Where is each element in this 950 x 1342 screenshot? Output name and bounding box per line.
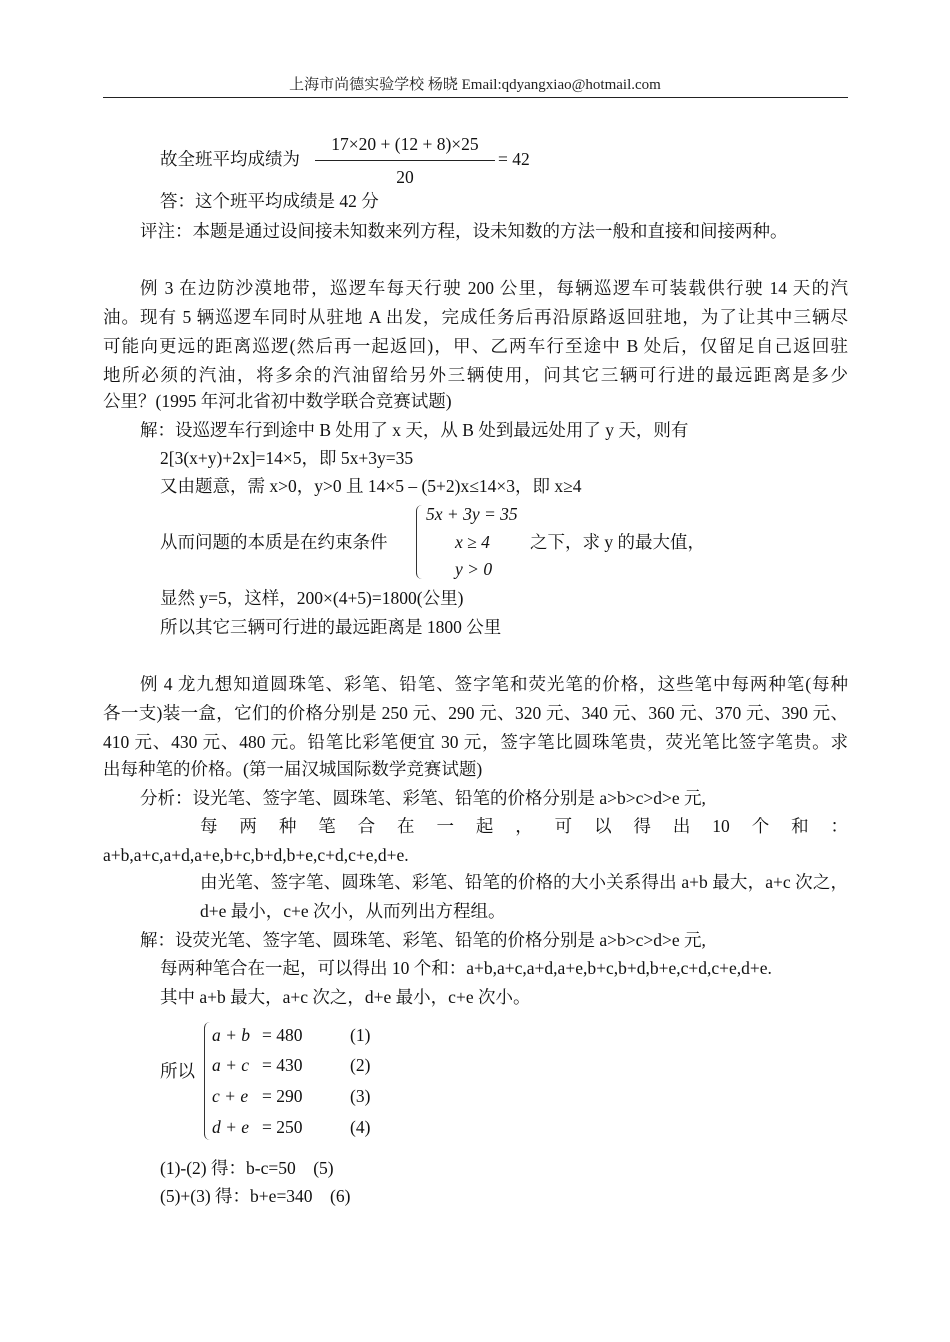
spread-char: 在 [397,816,415,836]
spread-char: 个 [751,816,770,836]
spread-char: 合 [357,816,376,836]
ex2-comment: 评注：本题是通过设间接未知数来列方程，设未知数的方法一般和直接和间接两种。 [140,221,788,241]
spread-char: 笔 [318,816,336,836]
eq-tag: (1) [350,1025,371,1045]
ex4-analysis-line: d+e 最小，c+e 次小，从而列出方程组。 [200,901,506,921]
ex3-problem-line: 公里？(1995 年河北省初中数学联合竞赛试题) [103,391,452,411]
page-header: 上海市尚德实验学校 杨晓 Email:qdyangxiao@hotmail.com [289,77,661,93]
eq-tag: (2) [350,1055,371,1075]
eq-lhs: a + b [212,1025,251,1045]
spread-char: 种 [278,816,297,836]
avg-prefix: 故全班平均成绩为 [160,149,300,169]
constraint-eq: x ≥ 4 [455,532,490,552]
spread-char: 一 [436,816,454,836]
ex3-solution-line: 解：设巡逻车行到途中 B 处用了 x 天，从 B 处到最远处用了 y 天，则有 [140,420,689,440]
ex3-problem-line: 可能向更远的距离巡逻(然后再一起返回)，甲、乙两车行至途中 B 处后，仅留足自己返回驻 [103,336,848,356]
ex3-result-line: 显然 y=5，这样，200×(4+5)=1800(公里) [160,588,464,608]
ex3-condition: 又由题意，需 x>0，y>0 且 14×5 – (5+2)x≤14×3，即 x≥4 [160,476,582,496]
spread-char: 和 [791,816,809,836]
eq-lhs: a + c [212,1055,250,1075]
spread-char: 起 [475,816,494,836]
eq-rhs: = 480 [262,1025,303,1045]
ex3-equation: 2[3(x+y)+2x]=14×5，即 5x+3y=35 [160,448,414,468]
avg-fraction [315,134,495,194]
spread-char: 10 [712,816,730,836]
avg-result: = 42 [498,149,530,169]
ex4-analysis-spread-line [200,818,848,836]
ex3-problem-line: 地所必须的汽油，将多余的汽油留给另外三辆使用，问其它三辆可行进的最远距离是多少 [103,365,848,385]
fraction-bar [315,160,495,161]
eq-rhs: = 290 [262,1086,303,1106]
so-label: 所以 [160,1061,195,1081]
spread-char: ： [830,816,848,836]
eq-tag: (4) [350,1117,371,1137]
ex4-problem-line: 410 元、430 元、480 元。铅笔比彩笔便宜 30 元，签字笔比圆珠笔贵，荧光笔比签字笔贵。求 [103,732,848,752]
eq-rhs: = 430 [262,1055,303,1075]
eq-lhs: c + e [212,1086,249,1106]
ex3-conclusion: 所以其它三辆可行进的最远距离是 1800 公里 [160,617,502,637]
derivation-line: (1)-(2) 得：b-c=50 (5) [160,1158,334,1178]
fraction-denominator: 20 [396,167,414,187]
ex4-problem-line: 出每种笔的价格。(第一届汉城国际数学竞赛试题) [103,759,483,779]
ex4-analysis-line: 分析：设光笔、签字笔、圆珠笔、彩笔、铅笔的价格分别是 a>b>c>d>e 元, [140,788,706,808]
ex4-sums-list: a+b,a+c,a+d,a+e,b+c,b+d,b+e,c+d,c+e,d+e. [103,845,409,865]
eq-lhs: d + e [212,1117,250,1137]
constraint-brace [416,505,425,579]
ex4-solution-line: 每两种笔合在一起，可以得出 10 个和：a+b,a+c,a+d,a+e,b+c,b+d,b+e,c+d,c+e,d+e. [160,958,772,978]
constraint-prefix: 从而问题的本质是在约束条件 [160,532,388,552]
ex4-solution-line: 其中 a+b 最大，a+c 次之，d+e 最小，c+e 次小。 [160,987,531,1007]
ex4-solution-line: 解：设荧光笔、签字笔、圆珠笔、彩笔、铅笔的价格分别是 a>b>c>d>e 元, [140,930,706,950]
ex2-answer: 答：这个班平均成绩是 42 分 [160,191,379,211]
eq-tag: (3) [350,1086,371,1106]
ex4-analysis-line: 由光笔、签字笔、圆珠笔、彩笔、铅笔的价格的大小关系得出 a+b 最大，a+c 次之， [200,872,848,892]
fraction-numerator: 17×20 + (12 + 8)×25 [331,134,479,154]
ex3-problem-line: 例 3 在边防沙漠地带，巡逻车每天行驶 200 公里，每辆巡逻车可装载供行驶 14 天的汽 [140,278,848,298]
spread-char: ， [515,816,533,836]
eq-rhs: = 250 [262,1117,303,1137]
spread-char: 出 [672,816,691,836]
ex4-problem-line: 例 4 龙九想知道圆珠笔、彩笔、铅笔、签字笔和荧光笔的价格，这些笔中每两种笔(每种 [140,674,848,694]
spread-char: 每 [200,816,218,836]
header-rule [103,97,848,98]
spread-char: 得 [633,816,651,836]
spread-char: 两 [239,816,257,836]
ex4-problem-line: 各一支)装一盒，它们的价格分别是 250 元、290 元、320 元、340 元、360 元、370 元、390 元、 [103,703,848,723]
constraint-eq: 5x + 3y = 35 [426,504,518,524]
ex3-problem-line: 油。现有 5 辆巡逻车同时从驻地 A 出发，完成任务后再沿原路返回驻地，为了让其中三辆尽 [103,307,848,327]
spread-char: 可 [554,816,573,836]
constraint-eq: y > 0 [455,559,493,579]
spread-char: 以 [594,816,612,836]
derivation-line: (5)+(3) 得：b+e=340 (6) [160,1186,351,1206]
constraint-suffix: 之下，求 y 的最大值， [530,532,705,552]
